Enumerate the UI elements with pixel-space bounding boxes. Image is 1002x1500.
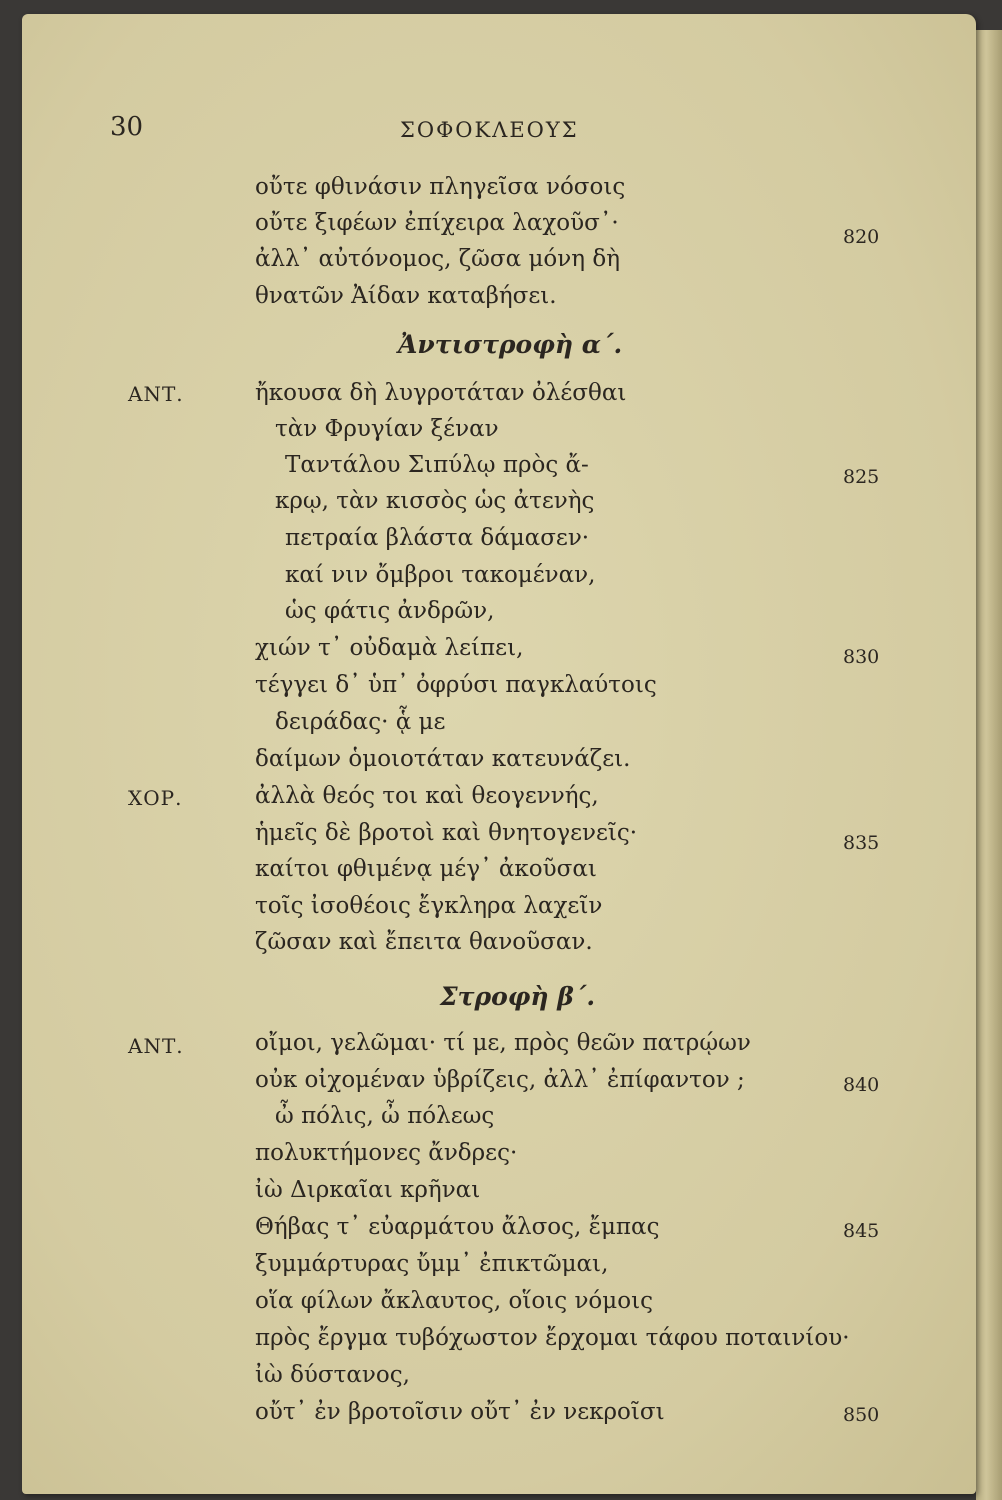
verse-line: ζῶσαν καὶ ἔπειτα θανοῦσαν. [255, 929, 593, 955]
verse-line: Θήβας τ᾽ εὐαρμάτου ἄλσος, ἔμπας [255, 1214, 660, 1240]
verse-line: οὔτε ξιφέων ἐπίχειρα λαχοῦσ᾽· [255, 210, 619, 236]
verse-line: καίτοι φθιμένᾳ μέγ᾽ ἀκοῦσαι [255, 856, 597, 882]
verse-line: οὔτε φθινάσιν πληγεῖσα νόσοις [255, 174, 626, 200]
verse-line: δειράδας· ᾇ με [275, 709, 446, 735]
line-number: 820 [843, 226, 880, 248]
verse-line: ἰὼ δύστανος, [255, 1362, 410, 1388]
speaker-label: ΑΝΤ. [128, 382, 184, 406]
verse-line: ὦ πόλις, ὦ πόλεως [275, 1103, 495, 1129]
line-number: 835 [843, 832, 880, 854]
verse-line: τοῖς ἰσοθέοις ἔγκληρα λαχεῖν [255, 893, 603, 919]
line-number: 830 [843, 646, 880, 668]
verse-line: Ταντάλου Σιπύλῳ πρὸς ἄ- [285, 452, 589, 478]
verse-line: πρὸς ἔργμα τυβόχωστον ἔρχομαι τάφου ποταινίου· [255, 1325, 850, 1351]
verse-line: οἴμοι, γελῶμαι· τί με, πρὸς θεῶν πατρῴων [255, 1030, 751, 1056]
verse-line: καί νιν ὄμβροι τακομέναν, [285, 562, 596, 588]
verse-line: χιών τ᾽ οὐδαμὰ λείπει, [255, 635, 524, 661]
speaker-label: ΧΟΡ. [128, 786, 183, 810]
verse-line: ἤκουσα δὴ λυγροτάταν ὀλέσθαι [255, 380, 627, 406]
verse-line: θνατῶν Ἀίδαν καταβήσει. [255, 283, 557, 309]
verse-line: ἰὼ Διρκαῖαι κρῆναι [255, 1177, 481, 1203]
verse-line: κρῳ, τὰν κισσὸς ὡς ἀτενὴς [275, 488, 595, 514]
line-number: 840 [843, 1074, 880, 1096]
verse-line: πολυκτήμονες ἄνδρες· [255, 1140, 518, 1166]
line-number: 845 [843, 1220, 880, 1242]
speaker-label: ΑΝΤ. [128, 1034, 184, 1058]
verse-line: ξυμμάρτυρας ὔμμ᾽ ἐπικτῶμαι, [255, 1251, 609, 1277]
verse-line: ἀλλ᾽ αὐτόνομος, ζῶσα μόνη δὴ [255, 246, 620, 272]
verse-line: ἡμεῖς δὲ βροτοὶ καὶ θνητογενεῖς· [255, 820, 638, 846]
page-number: 30 [110, 112, 144, 142]
verse-line: οὐκ οἰχομέναν ὑβρίζεις, ἀλλ᾽ ἐπίφαντον ; [255, 1067, 745, 1093]
verse-line: ἀλλὰ θεός τοι καὶ θεογεννής, [255, 783, 599, 809]
section-heading: Στροφὴ β΄. [440, 982, 596, 1011]
verse-line: τέγγει δ᾽ ὑπ᾽ ὀφρύσι παγκλαύτοις [255, 672, 657, 698]
line-number: 850 [843, 1404, 880, 1426]
verse-line: τὰν Φρυγίαν ξέναν [275, 416, 499, 442]
page-edge [976, 30, 1002, 1500]
verse-line: ὡς φάτις ἀνδρῶν, [285, 598, 495, 624]
verse-line: πετραία βλάστα δάμασεν· [285, 525, 590, 551]
verse-line: οὔτ᾽ ἐν βροτοῖσιν οὔτ᾽ ἐν νεκροῖσι [255, 1399, 665, 1425]
line-number: 825 [843, 466, 880, 488]
verse-line: δαίμων ὁμοιοτάταν κατευνάζει. [255, 746, 631, 772]
section-heading: Ἀντιστροφὴ α΄. [398, 330, 623, 359]
running-title: ΣΟΦΟΚΛΕΟΥΣ [400, 118, 579, 142]
verse-line: οἵα φίλων ἄκλαυτος, οἵοις νόμοις [255, 1288, 653, 1314]
